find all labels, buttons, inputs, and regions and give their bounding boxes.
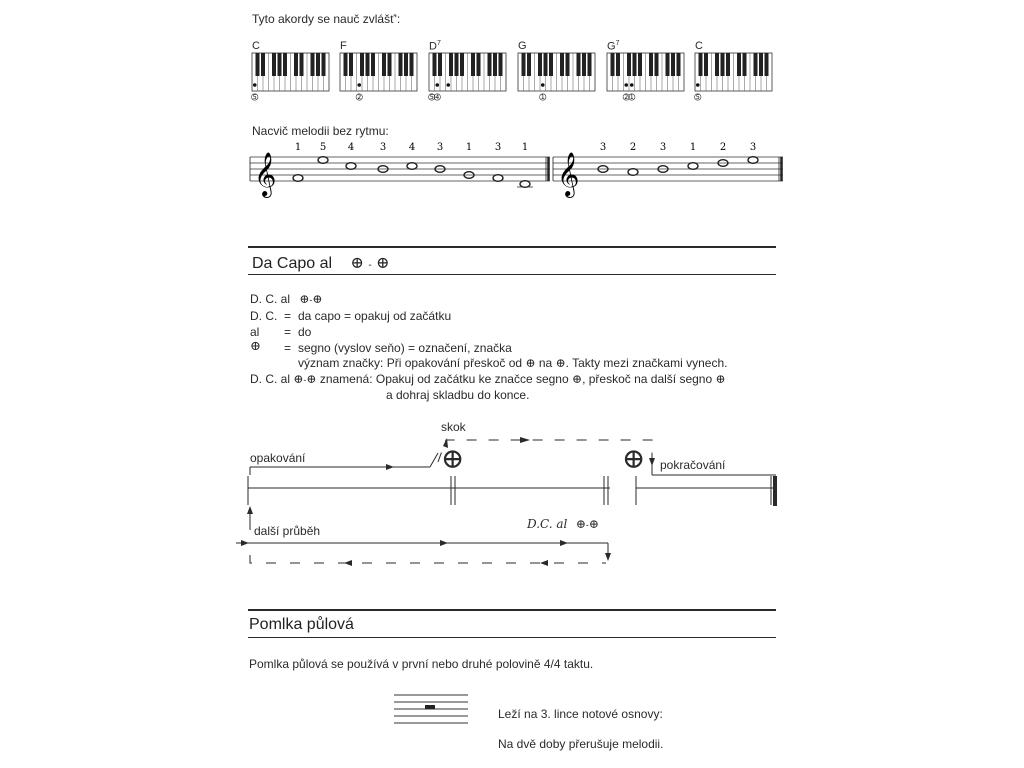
arrow-up-icon bbox=[247, 506, 253, 514]
finger-number: 5 bbox=[429, 94, 434, 102]
fingering-number: 1 bbox=[521, 142, 529, 153]
chord-name: G bbox=[607, 40, 616, 53]
da-capo-title-text: Da Capo al bbox=[252, 255, 333, 272]
arrow-right-icon bbox=[560, 540, 568, 546]
segno-eq: = bbox=[284, 341, 292, 355]
dash-text: - bbox=[368, 260, 372, 271]
meaning-text-b: na bbox=[538, 356, 553, 370]
finger-number: 1 bbox=[540, 94, 545, 102]
finger-number: 1 bbox=[629, 94, 634, 102]
means-text-a: D. C. al bbox=[250, 372, 291, 386]
chords-intro: Tyto akordy se nauč zvlášť': bbox=[252, 12, 401, 26]
dash-text: - bbox=[309, 295, 313, 305]
means-text-b: znamená: Opakuj od začátku ke značce segno bbox=[319, 372, 569, 386]
finger-number: 5 bbox=[695, 94, 700, 102]
meaning-text-c: . Takty mezi značkami vynech. bbox=[565, 356, 728, 370]
fingering-number: 5 bbox=[319, 142, 327, 153]
segno-icon: ⊕ bbox=[588, 517, 599, 531]
segno-icon: ⊕ bbox=[306, 372, 317, 386]
chord-name: C bbox=[252, 40, 260, 52]
segno-icon: ⊕ bbox=[575, 517, 586, 531]
segno-icon: ⊕ bbox=[376, 253, 390, 272]
skok-label: skok bbox=[441, 420, 466, 434]
dc-al-text: D.C. al bbox=[527, 517, 568, 531]
fingering-number: 1 bbox=[689, 142, 697, 153]
fingering-number: 3 bbox=[659, 142, 667, 153]
finger-number: 2 bbox=[357, 94, 362, 102]
segno-icon: ⊕ bbox=[715, 372, 726, 386]
arrow-down-icon bbox=[605, 553, 611, 561]
chord-name: C bbox=[695, 40, 703, 52]
dash-text: - bbox=[585, 520, 589, 530]
chord-name: D bbox=[429, 40, 437, 53]
chord-name: F bbox=[340, 40, 347, 52]
fingering-number: 4 bbox=[347, 142, 355, 153]
pomlka-line-2: Na dvě doby přerušuje melodii. bbox=[498, 737, 664, 751]
section-rule-top bbox=[248, 609, 776, 611]
al-eq: = bbox=[284, 325, 292, 339]
segno-icon: ⊕ bbox=[441, 442, 465, 475]
return-path bbox=[250, 555, 606, 563]
segno-icon: ⊕ bbox=[555, 356, 566, 370]
arrow-right-icon bbox=[440, 540, 448, 546]
pomlka-description: Pomlka půlová se používá v první nebo druhé polovině 4/4 taktu. bbox=[249, 657, 594, 671]
fingering-number: 3 bbox=[749, 142, 757, 153]
fingering-number: 3 bbox=[599, 142, 607, 153]
dc-eq: = bbox=[284, 309, 292, 323]
means-line-2: a dohraj skladbu do konce. bbox=[386, 388, 530, 402]
treble-clef-icon: 𝄞 bbox=[254, 152, 277, 196]
bar-end-thick bbox=[773, 476, 777, 506]
arrow-left-icon bbox=[540, 560, 548, 566]
fingering-number: 2 bbox=[719, 142, 727, 153]
dc-al-label bbox=[527, 515, 599, 533]
al-term: al bbox=[250, 325, 260, 339]
skok-path bbox=[438, 440, 652, 462]
fingering-number: 3 bbox=[436, 142, 444, 153]
arrow-right-icon bbox=[386, 464, 394, 470]
segno-icon: ⊕ bbox=[250, 339, 261, 354]
half-rest-staff bbox=[394, 694, 472, 734]
chord-superscript: 7 bbox=[436, 40, 441, 47]
arrow-down-icon bbox=[649, 458, 655, 466]
dc-line-text: D. C. al bbox=[250, 292, 291, 306]
arrow-right-icon bbox=[241, 540, 249, 546]
segno-icon: ⊕ bbox=[312, 292, 323, 306]
half-rest-icon bbox=[425, 705, 435, 709]
dc-term: D. C. bbox=[250, 309, 278, 323]
pokracovani-label: pokračování bbox=[660, 458, 726, 472]
melody-intro: Nacvič melodii bez rytmu: bbox=[252, 124, 389, 138]
pomlka-line-1: Leží na 3. lince notové osnovy: bbox=[498, 707, 663, 721]
segno-icon: ⊕ bbox=[350, 253, 364, 272]
treble-clef-icon: 𝄞 bbox=[557, 152, 580, 196]
finger-number: 5 bbox=[252, 94, 257, 102]
segno-icon: ⊕ bbox=[299, 292, 310, 306]
fingering-number: 4 bbox=[408, 142, 416, 153]
chord-superscript: 7 bbox=[615, 40, 620, 47]
fingering-number: 2 bbox=[629, 142, 637, 153]
segno-icon: ⊕ bbox=[572, 372, 583, 386]
dalsi-prubeh-label: další průběh bbox=[254, 524, 321, 538]
opakovani-label: opakování bbox=[250, 451, 306, 465]
segno-icon: ⊕ bbox=[525, 356, 536, 370]
section-rule-bottom bbox=[248, 637, 776, 638]
fingering-number: 1 bbox=[465, 142, 473, 153]
opakovani-rise bbox=[430, 453, 438, 467]
chord-name: G bbox=[518, 40, 527, 52]
segno-def: segno (vyslov seňo) = označení, značka bbox=[298, 341, 512, 355]
fingering-number: 1 bbox=[294, 142, 302, 153]
finger-number: 4 bbox=[435, 94, 440, 102]
finger-number: 2 bbox=[624, 94, 629, 102]
fingering-number: 3 bbox=[379, 142, 387, 153]
segno-icon: ⊕ bbox=[622, 442, 646, 475]
arrow-left-icon bbox=[344, 560, 352, 566]
dc-def: da capo = opakuj od začátku bbox=[298, 309, 452, 323]
arrow-right-icon bbox=[520, 437, 530, 443]
al-def: do bbox=[298, 325, 312, 339]
means-text-c: , přeskoč na další segno bbox=[582, 372, 713, 386]
dash-text: - bbox=[303, 375, 307, 385]
segno-icon: ⊕ bbox=[293, 372, 304, 386]
meaning-text-a: význam značky: Při opakování přeskoč od bbox=[298, 356, 523, 370]
fingering-number: 3 bbox=[494, 142, 502, 153]
section-title-pomlka: Pomlka půlová bbox=[249, 616, 354, 633]
